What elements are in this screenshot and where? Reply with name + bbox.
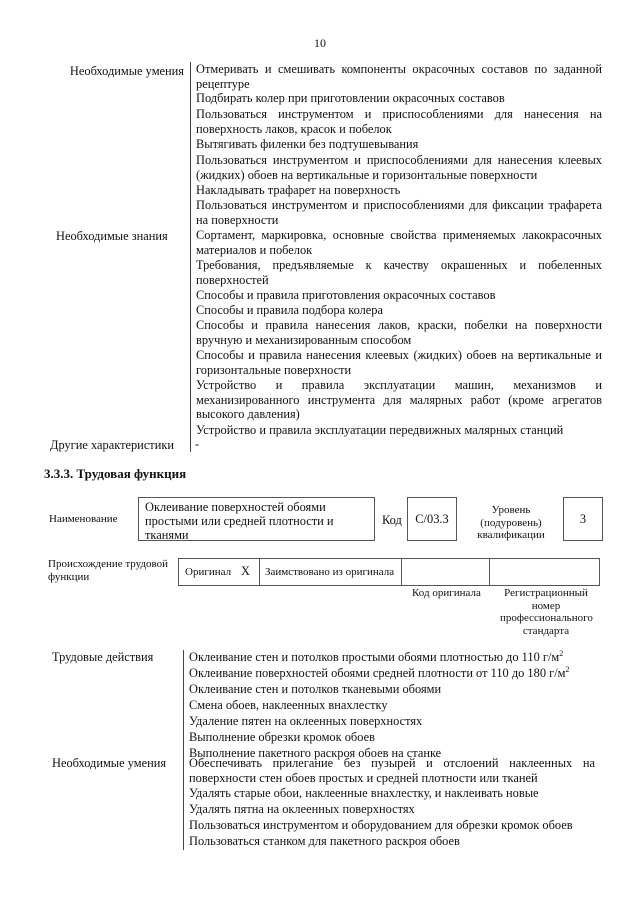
section-title: 3.3.3. Трудовая функция [44, 466, 187, 481]
skill-item: Подбирать колер при приготовлении окрасочных составов [190, 91, 602, 107]
borrowed-label: Заимствовано из оригинала [265, 566, 395, 578]
skill-item: Вытягивать филенки без подтушевывания [190, 137, 602, 153]
skill2-item: Пользоваться станком для пакетного раскроя обоев [183, 834, 595, 850]
code-original-caption: Код оригинала [412, 587, 481, 599]
origin-divider [259, 559, 260, 585]
skill2-item: Обеспечивать прилегание без пузырей и отслоений наклеенных на поверхности стен обоев простых и средней плотности или тканей [183, 756, 595, 786]
action-item: Оклеивание поверхностей обоями средней плотности от 110 до 180 $г/м^2$ [183, 666, 595, 682]
origin-box [178, 558, 600, 586]
skills-list [190, 62, 602, 228]
origin-divider [489, 559, 490, 585]
knowledge-label: Необходимые знания [56, 229, 168, 243]
knowledge-list [190, 228, 602, 438]
original-mark: X [241, 564, 250, 578]
knowledge-item: Требования, предъявляемые к качеству окрашенных и побеленных поверхностей [190, 258, 602, 288]
knowledge-item: Сортамент, маркировка, основные свойства применяемых лакокрасочных материалов и побелок [190, 228, 602, 258]
reg-number-caption: Регистрационный номер профессионального стандарта [500, 587, 593, 637]
actions-list [183, 650, 595, 761]
other-label: Другие характеристики [50, 438, 175, 452]
action-item: Оклеивание стен и потолков тканевыми обоями [183, 682, 595, 698]
skill-item: Пользоваться инструментом и приспособлениями для нанесения клеевых (жидких) обоев на вертикальные и горизонтальные поверхности [190, 153, 602, 183]
knowledge-item: Способы и правила нанесения клеевых (жидких) обоев на вертикальные и горизонтальные поверхности [190, 348, 602, 378]
skill-item: Накладывать трафарет на поверхность [190, 183, 602, 198]
skill2-item: Удалять пятна на оклеенных поверхностях [183, 802, 595, 818]
code-value: C/03.3 [407, 497, 457, 541]
action-item: Смена обоев, наклеенных внахлестку [183, 698, 595, 714]
name-label: Наименование [49, 513, 118, 525]
knowledge-item: Устройство и правила эксплуатации машин, механизмов и механизированного инструмента для малярных работ (кроме агрегатов высокого давления) [190, 378, 602, 423]
origin-label: Происхождение трудовой функции [48, 558, 169, 583]
action-item: Удаление пятен на оклеенных поверхностях [183, 714, 595, 730]
level-value: 3 [563, 497, 603, 541]
skills-label: Необходимые умения [69, 64, 184, 78]
original-label: Оригинал [185, 566, 232, 578]
skill2-item: Пользоваться инструментом и оборудованием для обрезки кромок обоев [183, 818, 595, 834]
skill-item: Пользоваться инструментом и приспособлениями для нанесения на поверхность лаков, красок и побелок [190, 107, 602, 137]
origin-divider [401, 559, 402, 585]
function-name: Оклеивание поверхностей обоями простыми или средней плотности и тканями [145, 500, 334, 543]
knowledge-item: Способы и правила подбора колера [190, 303, 602, 318]
skill2-item: Удалять старые обои, наклеенные внахлестку, и наклеивать новые [183, 786, 595, 802]
skills2-label: Необходимые умения [52, 756, 167, 770]
action-item: Выполнение обрезки кромок обоев [183, 730, 595, 746]
level-label: Уровень (подуровень) квалификации [477, 504, 545, 542]
action-item: Оклеивание стен и потолков простыми обоями плотностью до 110 $г/м^2$ [183, 650, 595, 666]
name-box [138, 497, 375, 541]
knowledge-item: Способы и правила приготовления окрасочных составов [190, 288, 602, 303]
skills2-list [183, 756, 595, 850]
page-number: 10 [314, 36, 326, 50]
actions-label: Трудовые действия [52, 650, 154, 664]
skill-item: Отмеривать и смешивать компоненты окрасочных составов по заданной рецептуре [190, 62, 602, 91]
skill-item: Пользоваться инструментом и приспособлениями для фиксации трафарета на поверхности [190, 198, 602, 228]
knowledge-item: Способы и правила нанесения лаков, краски, побелки на поверхности вручную и механизированным способом [190, 318, 602, 348]
action-item: Выполнение пакетного раскроя обоев на станке [183, 746, 595, 761]
other-value: - [190, 437, 199, 452]
code-label: Код [382, 513, 402, 527]
knowledge-item: Устройство и правила эксплуатации передвижных малярных станций [190, 423, 602, 438]
